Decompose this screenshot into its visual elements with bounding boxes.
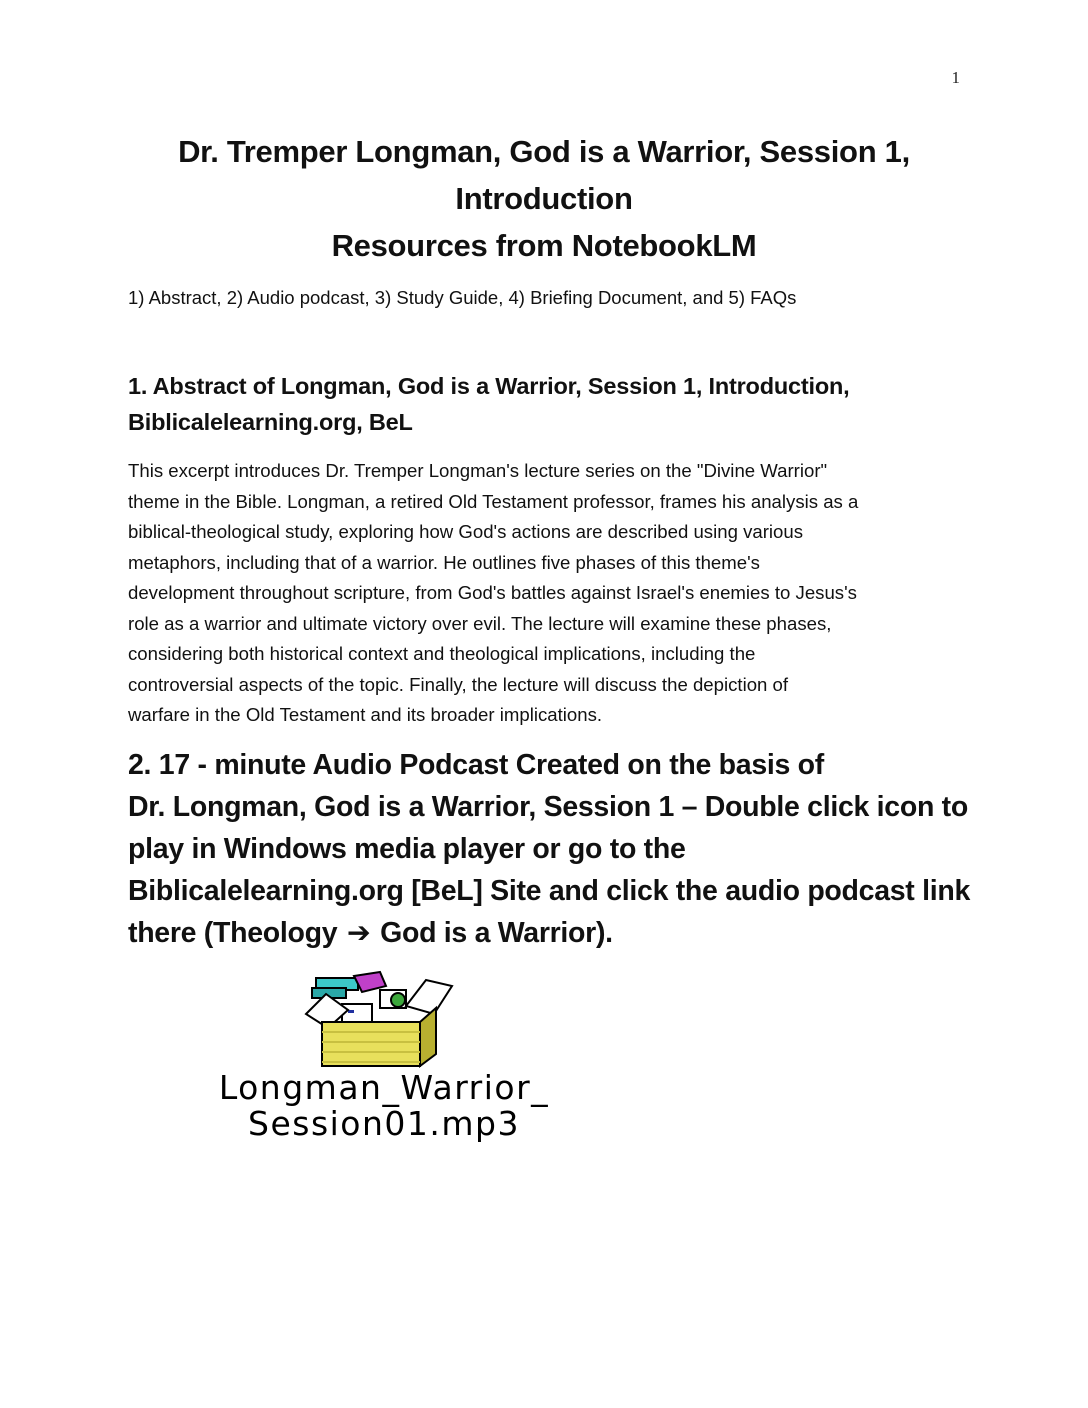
section-2-heading — [128, 744, 988, 954]
section-2-line-5-start: there (Theology — [128, 917, 345, 949]
section-2-line-5 — [128, 912, 988, 954]
arrow-right-icon: ➔ — [346, 917, 371, 949]
attachment-filename-line-2: Session01.mp3 — [248, 1104, 520, 1143]
page-number: 1 — [951, 68, 960, 87]
section-2-line-5-end: God is a Warrior). — [372, 917, 613, 949]
section-2-line-2: Dr. Longman, God is a Warrior, Session 1 – Double click icon to — [128, 791, 968, 823]
document-title — [128, 128, 960, 269]
abstract-line: controversial aspects of the topic. Finally, the lecture will discuss the depiction of — [128, 673, 789, 695]
attachment-filename[interactable] — [136, 1070, 632, 1142]
abstract-line: This excerpt introduces Dr. Tremper Longman's lecture series on the "Divine Warrior" — [128, 460, 828, 481]
abstract-line: warfare in the Old Testament and its broader implications. — [128, 704, 603, 725]
abstract-line: considering both historical context and theological implications, including the — [128, 643, 756, 664]
table-of-contents: 1) Abstract, 2) Audio podcast, 3) Study Guide, 4) Briefing Document, and 5) FAQs — [128, 287, 797, 308]
abstract-line: theme in the Bible. Longman, a retired Old Testament professor, frames his analysis as a — [128, 490, 859, 512]
section-2-line-1: 2. 17 - minute Audio Podcast Created on the basis of — [128, 749, 824, 781]
abstract-line: metaphors, including that of a warrior. He outlines five phases of this theme's — [128, 551, 760, 573]
abstract-line: role as a warrior and ultimate victory over evil. The lecture will examine these phases, — [128, 612, 832, 634]
section-1-heading-line-1: 1. Abstract of Longman, God is a Warrior, Session 1, Introduction, — [128, 373, 850, 399]
package-icon[interactable] — [302, 970, 464, 1072]
abstract-line: development throughout scripture, from God's battles against Israel's enemies to Jesus's — [128, 582, 857, 603]
abstract-paragraph — [128, 456, 960, 731]
title-line-2: Introduction — [455, 181, 633, 216]
section-1-heading — [128, 368, 960, 440]
section-1-heading-line-2: Biblicalelearning.org, BeL — [128, 409, 413, 435]
title-line-1: Dr. Tremper Longman, God is a Warrior, Session 1, — [178, 134, 910, 169]
title-line-3: Resources from NotebookLM — [331, 228, 757, 263]
attachment-filename-line-1: Longman_Warrior_ — [218, 1068, 550, 1107]
abstract-line: biblical-theological study, exploring how God's actions are described using various — [128, 521, 804, 542]
section-2-line-3: play in Windows media player or go to the — [128, 833, 686, 865]
section-2-line-4: Biblicalelearning.org [BeL] Site and click the audio podcast link — [128, 875, 970, 907]
